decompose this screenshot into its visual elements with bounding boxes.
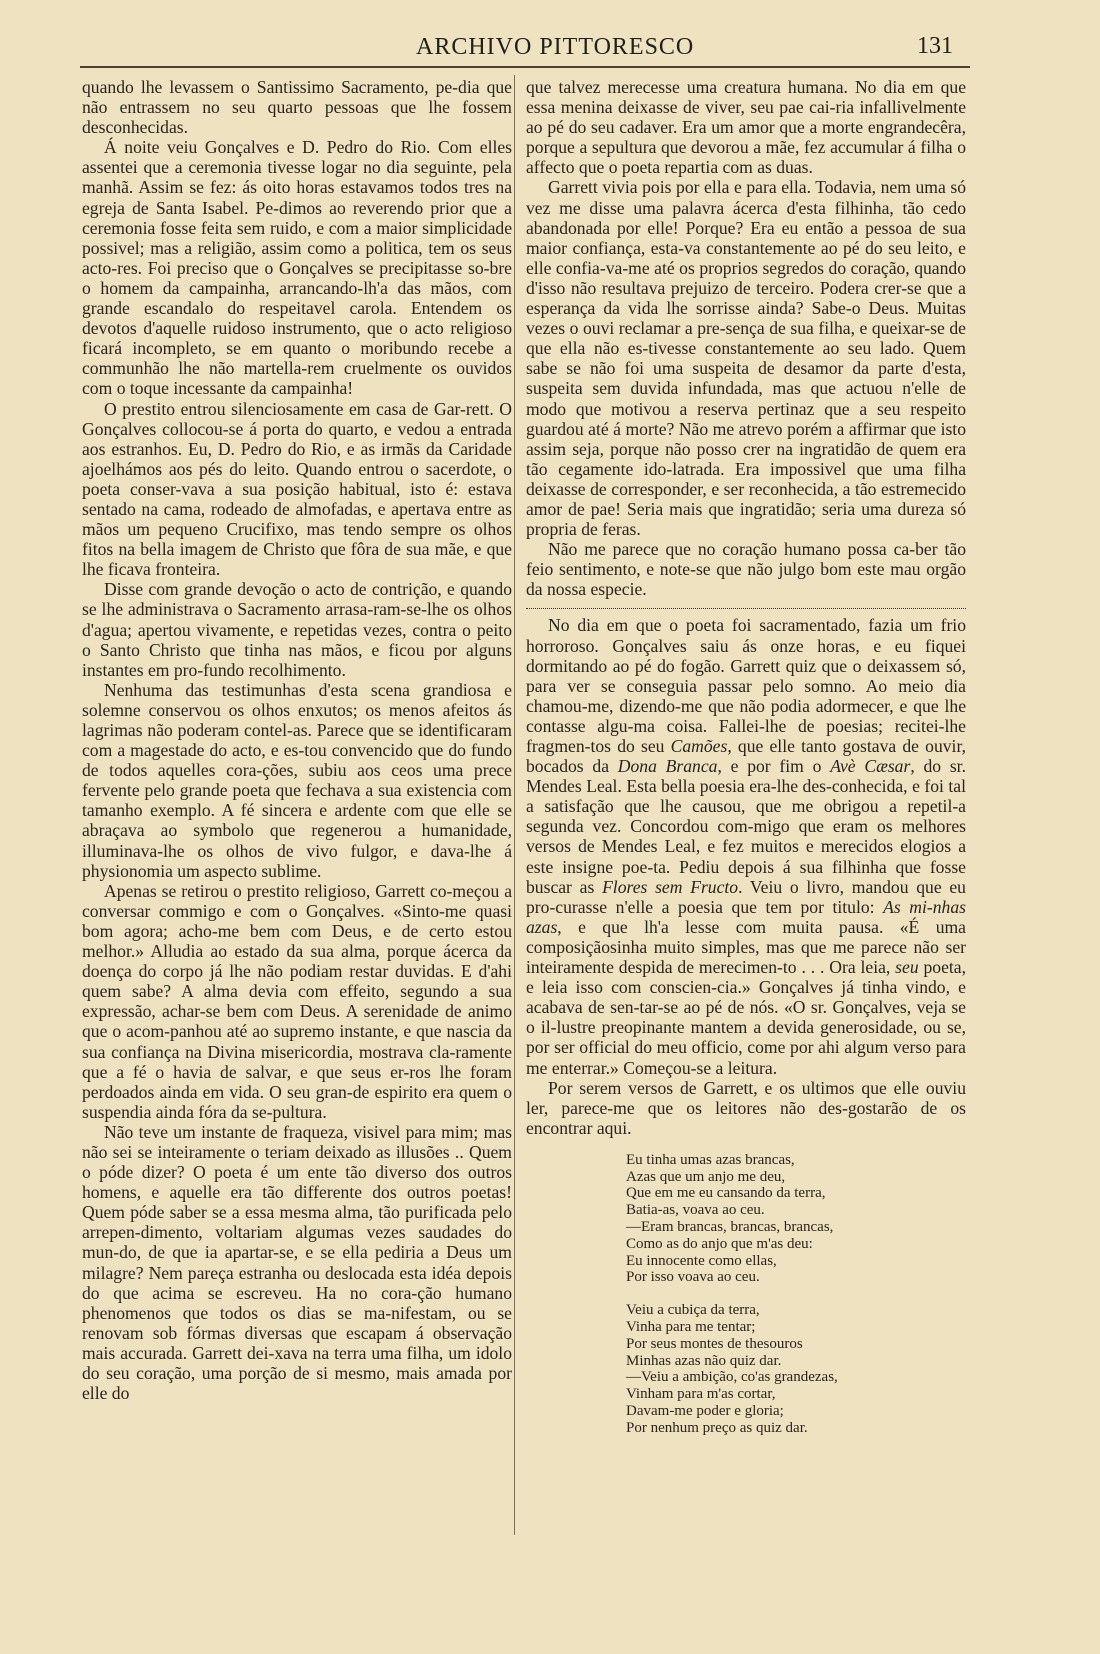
poem-line: Davam-me poder e gloria; — [626, 1403, 784, 1420]
paragraph: quando lhe levassem o Santissimo Sacramento, pe-dia que não entrassem no seu quarto pessoas que lhe fossem desconhecidas. — [82, 77, 512, 138]
text-run: No dia em que o poeta foi sacramentado, fazia um frio horroroso. Gonçalves saiu ás onze horas, e eu fiquei dormitando ao pé do fogão. Garrett quiz que o deixassem só, para ver se conseguia passar pelo somno. Ao meio dia chamou-me, dizendo-me que não podia adormecer, e que lhe contasse algu-ma coisa. Fallei-lhe de poesias; recitei-lhe fragmen-tos do seu — [526, 615, 966, 756]
poem-line: Veiu a cubiça da terra, — [626, 1302, 760, 1319]
text-run: , que elle tanto gostava de ouvir, bocados da — [526, 736, 967, 777]
paragraph: Disse com grande devoção o acto de contrição, e quando se lhe administrava o Sacramento arrasa-ram-se-lhe os olhos d'agua; apertou vivamente, e repetidas vezes, contra o peito o Santo Christo que tinha nas mãos, e ficou por alguns instantes em pro-fundo recolhimento. — [82, 579, 512, 680]
text-run: . Veiu o livro, mandou que eu pro-curasse n'elle a poesia que tem por titulo: — [526, 876, 966, 917]
running-header-title: ARCHIVO PITTORESCO — [416, 34, 695, 60]
paragraph: O prestito entrou silenciosamente em casa de Gar-rett. O Gonçalves collocou-se á porta do quarto, e vedou a entrada aos estranhos. Eu, D. Pedro do Rio, e as irmãs da Caridade ajoelhámos aos pés do leito. Quando entrou o sacerdote, o poeta conser-vava a sua posição habitual, isto é: estava sentado na cama, rodeado de almofadas, e apertava entre as mãos um pequeno Crucifixo, mas tendo sempre os olhos fitos na bella imagem de Christo que fôra de sua mãe, e que lhe ficava fronteira. — [82, 398, 512, 580]
poem-line: —Eram brancas, brancas, brancas, — [626, 1219, 834, 1236]
page-number: 131 — [917, 33, 953, 59]
poem-stanza — [626, 1302, 966, 1436]
column-divider — [514, 75, 515, 1535]
paragraph: Não me parece que no coração humano possa ca-ber tão feio sentimento, e note-se que não julgo bom este mau orgão da nossa especie. — [526, 539, 966, 600]
poem-line: Como as do anjo que m'as deu: — [626, 1235, 813, 1252]
paragraph: Á noite veiu Gonçalves e D. Pedro do Rio. Com elles assentei que a ceremonia tivesse logar no dia seguinte, pela manhã. Assim se fez: ás oito horas estavamos todos tres na egreja de Santa Isabel. Pe-dimos ao reverendo prior que a ceremonia fosse feita sem ruido, e com a maior simplicidade possivel; mas a religião, assim como a politica, tem os seus acto-res. Foi preciso que o Gonçalves se precipitasse so-bre o homem da campainha, arrancando-lh'a das mãos, com grande escandalo do respeitavel carola. Entendem os devotos d'aquelle ruidoso instrumento, que o acto religioso ficará incompleto, se em quanto o moribundo recebe a communhão lhe não martella-rem cruelmente os ouvidos com o toque incessante da campainha! — [82, 137, 512, 399]
poem-line: Vinham para m'as cortar, — [626, 1386, 776, 1403]
emphasis: seu — [895, 957, 919, 978]
poem-line: Eu innocente como ellas, — [626, 1252, 777, 1269]
poem-line: Azas que um anjo me deu, — [626, 1168, 786, 1185]
right-column — [526, 77, 966, 1453]
poem-line: Por seus montes de thesouros — [626, 1335, 803, 1352]
text-run: , do sr. Mendes Leal. Esta bella poesia era-lhe des-conhecida, e foi tal a satisfação que lhe causou, que me obrigou a repetil-a segunda vez. Concordou com-migo que eram os melhores versos de Mendes Leal, e fez muitos e merecidos elogios a este insigne poe-ta. Pediu depois á sua filhinha que fosse buscar as — [526, 756, 966, 897]
work-title: Avè Cæsar — [830, 756, 911, 777]
poem-line: Minhas azas não quiz dar. — [626, 1352, 782, 1369]
work-title: Flores sem Fructo — [602, 876, 739, 897]
paragraph: Por serem versos de Garrett, e os ultimos que elle ouviu ler, parece-me que os leitores não des-gostarão de os encontrar aqui. — [526, 1077, 966, 1138]
poem — [526, 1152, 966, 1437]
header-rule — [80, 66, 970, 68]
poem-line: Por isso voava ao ceu. — [626, 1269, 760, 1286]
work-title: Camões — [670, 736, 728, 756]
poem-stanza — [626, 1152, 966, 1286]
poem-line: Batia-as, voava ao ceu. — [626, 1202, 765, 1219]
poem-line: Eu tinha umas azas brancas, — [626, 1151, 795, 1168]
paragraph: Não teve um instante de fraqueza, visivel para mim; mas não sei se inteiramente o teriam deixado as illusões .. Quem o póde dizer? O poeta é um ente tão diverso dos outros homens, e aquelle era tão differente dos outros poetas! Quem póde saber se a essa mesma alma, tão purificada pelo arrepen-dimento, voltariam algumas vezes saudades do mun-do, de que ia apartar-se, e se ella pediria a Deus um milagre? Nem pareça estranha ou deslocada esta idéa depois do que acima se escreveu. Ha no cora-ção humano phenomenos que todos os dias se ma-nifestam, ou se renovam sob fórmas diversas que escapam á observação mais accurada. Garrett dei-xava na terra uma filha, um idolo do seu coração, uma porção de si mesmo, mais amada por elle do — [82, 1121, 512, 1404]
paragraph — [526, 615, 966, 1077]
poem-line: Por nenhum preço as quiz dar. — [626, 1419, 808, 1436]
poem-line: Vinha para me tentar; — [626, 1319, 756, 1336]
text-run: , e por fim o — [717, 756, 831, 777]
paragraph: Garrett vivia pois por ella e para ella. Todavia, nem uma só vez me disse uma palavra ácerca d'esta filhinha, tão cedo abandonada por elle! Porque? Era eu então a pessoa de sua maior confiança, esta-va constantemente ao pé do seu leito, e elle confia-va-me até os proprios segredos do coração, quando d'isso não resultava prejuizo de terceiro. Podera crer-se que a esperança da vida lhe sorrisse ainda? Sabe-o Deus. Muitas vezes o ouvi reclamar a pre-sença de sua filha, e queixar-se de que ella não es-tivesse constantemente ao seu lado. Quem sabe se não foi uma suspeita de desamor da parte d'esta, suspeita sem duvida infundada, mas que actuou n'elle de modo que motivou a reserva pertinaz que a seu respeito guardou até á morte? Não me atrevo porém a affirmar que isto assim seja, porque não posso crer na ingratidão de quem era tão cegamente ido-latrada. Era impossivel que uma filha deixasse de corresponder, e ser reconhecida, a tão estremecido amor de pae! Seria mais que ingratidão; seria uma dureza só propria de feras. — [526, 177, 966, 540]
text-run: poeta, e leia isso com conscien-cia.» Gonçalves já tinha vindo, e acabava de sen-tar-se ao pé de nós. «O sr. Gonçalves, veja se o il-lustre preopinante mantem a devida generosidade, ou se, por ser official do meu officio, come por ahi algum verso para me enterrar.» Começou-se a leitura. — [526, 957, 966, 1078]
paragraph: que talvez merecesse uma creatura humana. No dia em que essa menina deixasse de viver, seu pae cai-ria infallivelmente ao pé do seu cadaver. Era um amor que a morte engrandecêra, porque a sepultura que devorou a mãe, fez accumular á filha o affecto que o poeta repartia com as duas. — [526, 77, 966, 178]
poem-line: —Veiu a ambição, co'as grandezas, — [626, 1369, 838, 1386]
left-column — [82, 77, 512, 1537]
poem-line: Que em me eu cansando da terra, — [626, 1185, 826, 1202]
work-title: As mi-nhas azas — [526, 896, 966, 937]
paragraph: Apenas se retirou o prestito religioso, Garrett co-meçou a conversar commigo e com o Gonçalves. «Sinto-me quasi bom agora; acho-me bem com Deus, e de certo estou melhor.» Alludia ao estado da sua alma, porque ácerca da doença do corpo já lhe não podiam restar duvidas. E d'ahi quem sabe? A alma devia com effeito, segundo a sua expressão, achar-se bem com Deus. A serenidade de animo que o acom-panhou até ao supremo instante, e que nascia da sua confiança na Divina misericordia, mostrava cla-ramente que a fé o havia de salvar, e que seus er-ros lhe foram perdoados ainda em vida. O seu gran-de espirito era quem o suspendia ainda fóra da se-pultura. — [82, 880, 512, 1122]
paragraph: Nenhuma das testimunhas d'esta scena grandiosa e solemne conservou os olhos enxutos; os menos afeitos ás lagrimas não poderam contel-as. Parece que se identificaram com a magestade do acto, e es-tou convencido que do fundo de todos aquelles cora-ções, subiu aos ceos uma prece fervente pelo grande poeta que fechava a sua existencia com tamanho exemplo. A fé sincera e ardente com que elle se abraçava ao symbolo que regenerou a humanidade, illuminava-lhe os olhos de vivo fulgor, e dava-lhe á physionomia um aspecto sublime. — [82, 679, 512, 881]
section-separator-dots — [526, 608, 966, 609]
text-run: , e que lh'a lesse com muita pausa. «É uma composiçãosinha muito simples, mas que me parece não ser inteiramente despida de merecimen-to . . . Ora leia, — [526, 916, 966, 978]
work-title: Dona Branca — [617, 756, 718, 777]
